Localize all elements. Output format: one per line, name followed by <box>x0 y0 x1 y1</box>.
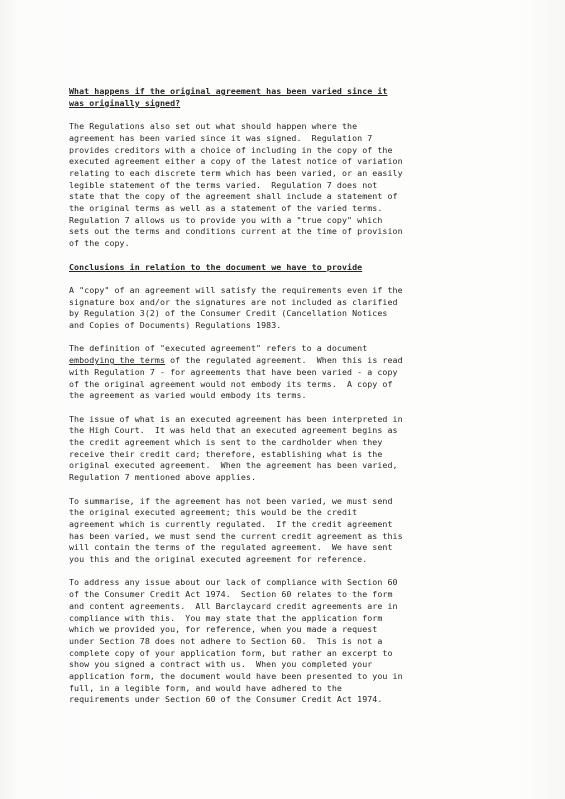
text-line: A "copy" of an agreement will satisfy the requirements even if the <box>69 284 403 295</box>
text-line: under Section 78 does not adhere to Section 60. This is not a <box>69 635 383 646</box>
text-line: application form, the document would have been presented to you in <box>69 671 403 682</box>
text-line: provides creditors with a choice of including in the copy of the <box>69 144 393 155</box>
text-line: by Regulation 3(2) of the Consumer Credit (Cancellation Notices <box>69 308 388 319</box>
text-line: and content agreements. All Barclaycard credit agreements are in <box>69 600 398 611</box>
text-line: has been varied, we must send the current credit agreement as this <box>69 530 403 541</box>
text-line: compliance with this. You may state that the application form <box>69 612 383 623</box>
heading-varied <box>69 86 464 109</box>
text-line: agreement which is currently regulated. If the credit agreement <box>69 518 393 529</box>
text-line: complete copy of your application form, but rather an excerpt to <box>69 647 393 658</box>
text-line: the original terms as well as a statement of the varied terms. <box>69 203 383 214</box>
text-line: will contain the terms of the regulated agreement. We have sent <box>69 542 393 553</box>
paragraph-definition <box>69 343 464 402</box>
text-line: Regulation 7 mentioned above applies. <box>69 472 257 483</box>
document-body <box>69 86 464 706</box>
text-line: executed agreement either a copy of the latest notice of variation <box>69 156 403 167</box>
text-line: The Regulations also set out what should happen where the <box>69 121 358 132</box>
text-line: sets out the terms and conditions current at the time of provision <box>69 226 403 237</box>
text-line: The definition of "executed agreement" refers to a document <box>69 343 368 354</box>
text-line: receive their credit card; therefore, establishing what is the <box>69 448 383 459</box>
text-fragment: of the regulated agreement. When this is read <box>165 355 403 366</box>
paragraph-copy <box>69 285 464 332</box>
paragraph-section-60 <box>69 577 464 706</box>
text-line: signature box and/or the signatures are not included as clarified <box>69 296 398 307</box>
text-line: requirements under Section 60 of the Consumer Credit Act 1974. <box>69 694 383 705</box>
text-line: agreement has been varied since it was signed. Regulation 7 <box>69 132 373 143</box>
text-line: the original executed agreement; this would be the credit <box>69 507 358 518</box>
text-line <box>69 355 464 367</box>
text-line: To address any issue about our lack of compliance with Section 60 <box>69 577 398 588</box>
text-line: the credit agreement which is sent to the cardholder when they <box>69 437 383 448</box>
paragraph-regulations <box>69 121 464 250</box>
text-line: of the copy. <box>69 238 130 249</box>
text-line: show you signed a contract with us. When you completed your <box>69 659 373 670</box>
text-line: original executed agreement. When the agreement has been varied, <box>69 460 398 471</box>
heading-line: What happens if the original agreement has been varied since it <box>69 86 388 96</box>
text-line: of the Consumer Credit Act 1974. Section 60 relates to the form <box>69 589 393 600</box>
text-line: of the original agreement would not embody its terms. A copy of <box>69 378 393 389</box>
text-line: legible statement of the terms varied. Regulation 7 does not <box>69 179 378 190</box>
heading-line: Conclusions in relation to the document we have to provide <box>69 261 363 272</box>
text-line: full, in a legible form, and would have adhered to the <box>69 682 342 693</box>
heading-conclusions <box>69 262 464 274</box>
text-line: which we provided you, for reference, when you made a request <box>69 624 378 635</box>
text-line: you this and the original executed agreement for reference. <box>69 554 368 565</box>
text-line: Regulation 7 allows us to provide you with a "true copy" which <box>69 214 383 225</box>
underlined-phrase: embodying the terms <box>69 355 166 366</box>
text-line: To summarise, if the agreement has not been varied, we must send <box>69 495 393 506</box>
paragraph-summarise <box>69 496 464 566</box>
text-line: relating to each discrete term which has been varied, or an easily <box>69 167 403 178</box>
text-line: and Copies of Documents) Regulations 1983. <box>69 320 282 331</box>
text-line: the High Court. It was held that an executed agreement begins as <box>69 425 398 436</box>
heading-line: was originally signed? <box>69 97 181 108</box>
text-line: state that the copy of the agreement shall include a statement of <box>69 191 398 202</box>
text-line: the agreement as varied would embody its terms. <box>69 390 307 401</box>
text-line: with Regulation 7 - for agreements that have been varied - a copy <box>69 366 398 377</box>
text-line: The issue of what is an executed agreement has been interpreted in <box>69 413 403 424</box>
paragraph-interpreted <box>69 414 464 484</box>
